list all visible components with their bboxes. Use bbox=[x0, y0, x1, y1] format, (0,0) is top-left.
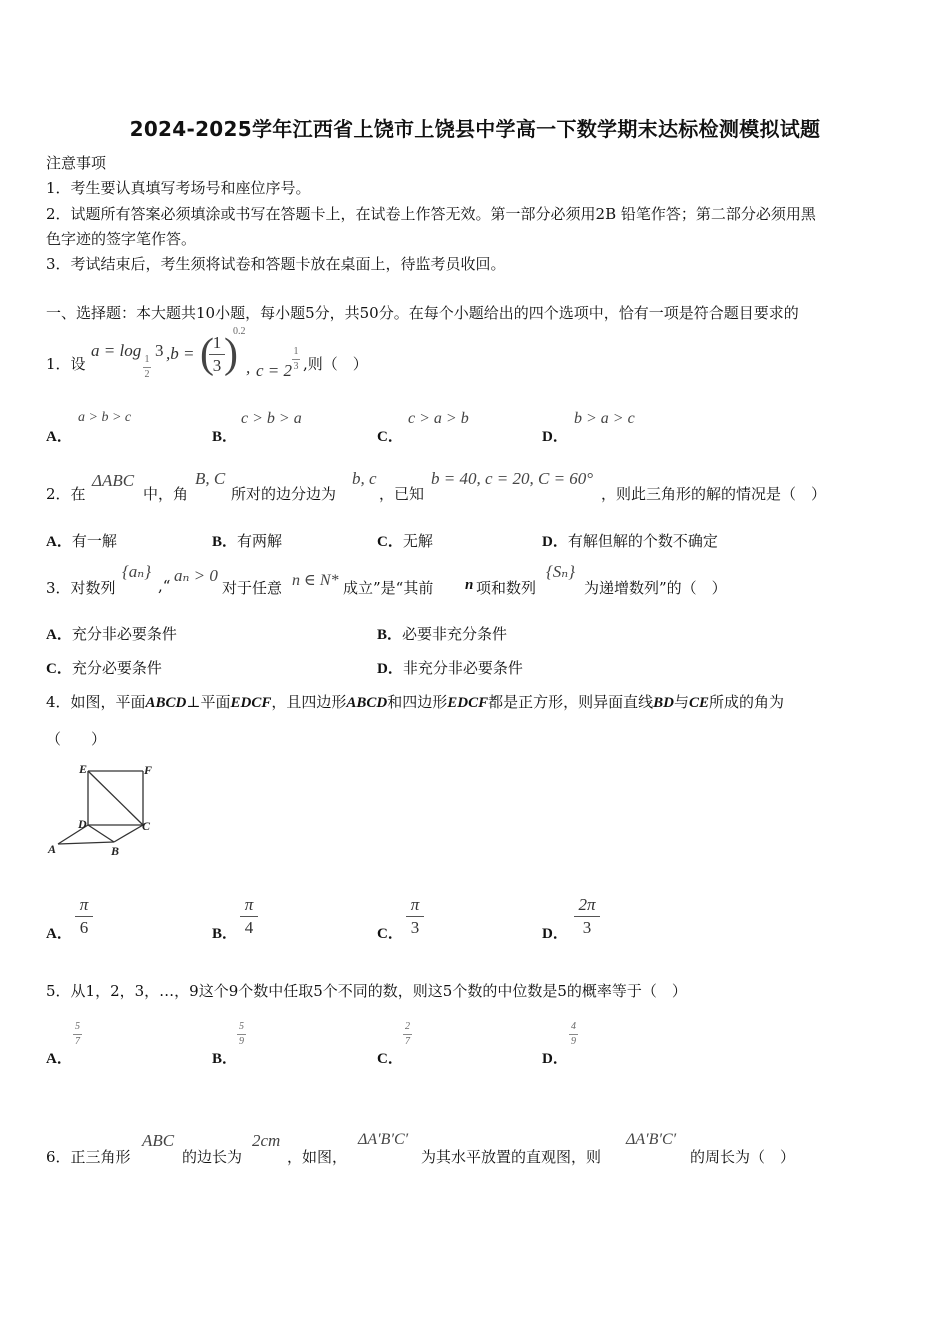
q5-option-b-fraction bbox=[237, 1022, 246, 1047]
numerator: 5 bbox=[75, 1021, 80, 1032]
q1-b-exponent: 0.2 bbox=[233, 326, 246, 337]
denominator: 9 bbox=[571, 1036, 576, 1047]
denominator: 6 bbox=[79, 918, 89, 937]
notice-item: 色字迹的签字笔作答。 bbox=[46, 230, 197, 248]
q6-number: 6．正三角形 bbox=[46, 1148, 131, 1166]
q4-option-a-fraction bbox=[75, 895, 93, 938]
numerator: 2π bbox=[578, 895, 596, 914]
q4-option-a-label[interactable]: A． bbox=[46, 926, 72, 942]
q5-option-c-fraction bbox=[403, 1022, 412, 1047]
option-value: 有一解 bbox=[71, 532, 117, 550]
q4-figure bbox=[44, 758, 174, 862]
option-label: C． bbox=[46, 661, 72, 677]
q3-option-c[interactable] bbox=[46, 657, 162, 678]
q1-paren-open: ( bbox=[200, 331, 214, 377]
option-value: 非充分非必要条件 bbox=[402, 659, 523, 677]
q3-number: 3．对数列 bbox=[46, 579, 116, 597]
q6-length: 2cm bbox=[252, 1131, 281, 1150]
q2-condition: b = 40, c = 20, C = 60° bbox=[431, 469, 594, 488]
q1-option-c-label[interactable]: C． bbox=[377, 429, 403, 445]
q4-quad-abcd: ABCD bbox=[346, 695, 388, 711]
fraction-bar bbox=[292, 359, 300, 360]
q1-c-comma: , bbox=[246, 358, 251, 377]
q4-answer-paren: （ ） bbox=[46, 730, 107, 748]
q4-stem bbox=[46, 691, 784, 712]
denominator: 3 bbox=[582, 918, 592, 937]
section-heading: 一、选择题：本大题共10小题，每小题5分，共50分。在每个小题给出的四个选项中，恰有一项是符合题目要求的 bbox=[46, 304, 799, 322]
fraction-bar bbox=[237, 1034, 246, 1035]
q1-b-den: 3 bbox=[212, 356, 222, 375]
q1-b-num: 1 bbox=[212, 333, 222, 352]
q6-text-1: 的边长为 bbox=[182, 1148, 243, 1166]
q5-option-a-label[interactable]: A． bbox=[46, 1051, 72, 1067]
fraction-bar bbox=[569, 1034, 578, 1035]
q1-a-arg: 3 bbox=[155, 341, 164, 360]
q4-option-c-label[interactable]: C． bbox=[377, 926, 403, 942]
q6-triangle-abc: ABC bbox=[142, 1131, 175, 1150]
q2-option-a[interactable] bbox=[46, 530, 117, 551]
figure-label-f: F bbox=[144, 763, 153, 777]
fraction-bar bbox=[73, 1034, 82, 1035]
q1-c-exponent bbox=[292, 347, 300, 372]
notice-item: 3．考试结束后，考生须将试卷和答题卡放在桌面上，待监考员收回。 bbox=[46, 255, 506, 273]
q4-quad-edcf: EDCF bbox=[447, 695, 489, 711]
option-label: B． bbox=[212, 534, 238, 550]
q2-option-d[interactable] bbox=[542, 530, 718, 551]
q2-text-1: 中，角 bbox=[143, 485, 189, 503]
q3-text-1: ,“ bbox=[158, 577, 171, 595]
option-value: 有解但解的个数不确定 bbox=[567, 532, 718, 550]
q1-option-d-label[interactable]: D． bbox=[542, 429, 568, 445]
option-label: A． bbox=[46, 627, 72, 643]
q4-text-2: 和四边形 bbox=[387, 693, 448, 711]
q1-b-expr: ,b = bbox=[166, 344, 195, 363]
q3-text-2: 对于任意 bbox=[222, 579, 283, 597]
q6-triangle-prime-2: ΔA′B′C′ bbox=[626, 1131, 677, 1148]
q4-line-bd: BD bbox=[653, 695, 674, 711]
q4-plane-edcf: EDCF bbox=[230, 695, 272, 711]
notice-item: 2．试题所有答案必须填涂或书写在答题卡上，在试卷上作答无效。第一部分必须用2B 铅笔作答；第二部分必须用黑 bbox=[46, 205, 816, 223]
figure-label-b: B bbox=[111, 844, 120, 858]
numerator: 5 bbox=[239, 1021, 244, 1032]
q4-number: 4．如图，平面 bbox=[46, 693, 146, 711]
q4-option-b-label[interactable]: B． bbox=[212, 926, 238, 942]
q3-option-b[interactable] bbox=[377, 623, 507, 644]
edge-ab bbox=[58, 842, 114, 844]
q2-text-2: 所对的边分边为 bbox=[231, 485, 337, 503]
q4-option-d-label[interactable]: D． bbox=[542, 926, 568, 942]
fraction-bar bbox=[143, 367, 151, 368]
fraction-bar bbox=[209, 354, 225, 355]
fraction-bar bbox=[240, 916, 258, 917]
q1-option-b-value: c > b > a bbox=[241, 410, 302, 427]
q2-option-b[interactable] bbox=[212, 530, 282, 551]
q6-text-4: 的周长为（ ） bbox=[690, 1148, 796, 1166]
numerator: 2 bbox=[405, 1021, 410, 1032]
numerator: π bbox=[79, 895, 89, 914]
q2-triangle: ΔABC bbox=[92, 471, 135, 490]
q1-c-expr: c = 2 bbox=[256, 361, 293, 380]
q4-line-ce: CE bbox=[689, 695, 710, 711]
q3-sequence: {aₙ} bbox=[122, 562, 151, 581]
q4-option-d-fraction bbox=[574, 895, 600, 938]
q3-sum-sequence: {Sₙ} bbox=[546, 562, 575, 581]
q5-option-c-label[interactable]: C． bbox=[377, 1051, 403, 1067]
figure-label-a: A bbox=[48, 842, 57, 856]
edge-bc bbox=[114, 825, 143, 842]
q5-option-d-label[interactable]: D． bbox=[542, 1051, 568, 1067]
line-bd bbox=[88, 825, 114, 842]
denominator: 4 bbox=[244, 918, 254, 937]
q3-text-3: 成立”是“其前 bbox=[343, 579, 434, 597]
option-value: 充分必要条件 bbox=[71, 659, 162, 677]
option-label: D． bbox=[377, 661, 403, 677]
figure-label-d: D bbox=[78, 817, 87, 831]
option-label: C． bbox=[377, 534, 403, 550]
fraction-bar bbox=[75, 916, 93, 917]
q4-option-b-fraction bbox=[240, 895, 258, 938]
q1-a-base bbox=[143, 355, 151, 380]
q1-number: 1．设 bbox=[46, 355, 86, 373]
denominator: 9 bbox=[239, 1036, 244, 1047]
q4-text-4: 与 bbox=[673, 693, 689, 711]
notice-heading: 注意事项 bbox=[46, 154, 107, 172]
q2-angles: B, C bbox=[195, 469, 226, 488]
fraction-bar bbox=[574, 916, 600, 917]
q4-plane-abcd: ABCD bbox=[145, 695, 187, 711]
q4-text-3: 都是正方形，则异面直线 bbox=[488, 693, 654, 711]
q2-number: 2．在 bbox=[46, 485, 86, 503]
q2-sides: b, c bbox=[352, 469, 377, 488]
q6-text-3: 为其水平放置的直观图，则 bbox=[421, 1148, 602, 1166]
q1-a-expr: a = log bbox=[91, 341, 142, 360]
figure-label-e: E bbox=[79, 762, 88, 776]
q5-option-d-fraction bbox=[569, 1022, 578, 1047]
denominator: 7 bbox=[75, 1036, 80, 1047]
q5-option-b-label[interactable]: B． bbox=[212, 1051, 238, 1067]
q3-n-set: n ∈ N* bbox=[292, 572, 339, 589]
q1-paren-close: ) bbox=[224, 331, 238, 377]
q4-text-1: ，且四边形 bbox=[271, 693, 347, 711]
q1-option-a-label[interactable]: A． bbox=[46, 429, 72, 445]
fraction-bar bbox=[406, 916, 424, 917]
q5-stem: 5．从1，2，3，…，9这个9个数中任取5个不同的数，则这5个数的中位数是5的概率等于（ ） bbox=[46, 982, 687, 1000]
option-value: 无解 bbox=[402, 532, 433, 550]
q1-option-d-value: b > a > c bbox=[574, 410, 635, 427]
q1-tail: ,则（ ） bbox=[303, 355, 368, 373]
line-ce bbox=[88, 771, 143, 825]
q1-option-a-value: a > b > c bbox=[78, 410, 132, 425]
option-value: 有两解 bbox=[237, 532, 283, 550]
option-label: A． bbox=[46, 534, 72, 550]
q1-option-c-value: c > a > b bbox=[408, 410, 469, 427]
figure-label-c: C bbox=[142, 819, 151, 833]
q1-c-exp-den: 3 bbox=[293, 361, 299, 372]
option-value: 充分非必要条件 bbox=[71, 625, 177, 643]
notice-item: 1．考生要认真填写考场号和座位序号。 bbox=[46, 179, 311, 197]
q1-a-base-num: 1 bbox=[144, 354, 150, 365]
q1-c-exp-num: 1 bbox=[293, 346, 299, 357]
q4-text-perp: ⊥平面 bbox=[186, 693, 231, 711]
q6-triangle-prime-1: ΔA′B′C′ bbox=[358, 1131, 409, 1148]
q3-n: n bbox=[465, 577, 474, 593]
q4-option-c-fraction bbox=[406, 895, 424, 938]
q1-b-fraction bbox=[209, 333, 225, 376]
page-title: 2024-2025学年江西省上饶市上饶县中学高一下数学期末达标检测模拟试题 bbox=[129, 117, 821, 141]
q1-option-b-label[interactable]: B． bbox=[212, 429, 238, 445]
q2-option-c[interactable] bbox=[377, 530, 433, 551]
q3-text-5: 为递增数列”的（ ） bbox=[584, 579, 727, 597]
fraction-bar bbox=[403, 1034, 412, 1035]
option-label: D． bbox=[542, 534, 568, 550]
q1-a-base-den: 2 bbox=[144, 369, 150, 380]
q5-option-a-fraction bbox=[73, 1022, 82, 1047]
q3-option-a[interactable] bbox=[46, 623, 177, 644]
q2-text-3: ，已知 bbox=[379, 485, 425, 503]
numerator: 4 bbox=[571, 1021, 576, 1032]
numerator: π bbox=[244, 895, 254, 914]
q4-text-5: 所成的角为 bbox=[709, 693, 785, 711]
q3-condition: aₙ > 0 bbox=[174, 566, 218, 585]
q6-text-2: ，如图， bbox=[287, 1148, 348, 1166]
q2-text-4: ，则此三角形的解的情况是（ ） bbox=[601, 485, 827, 503]
q3-text-4: 项和数列 bbox=[476, 579, 537, 597]
numerator: π bbox=[410, 895, 420, 914]
denominator: 7 bbox=[405, 1036, 410, 1047]
q3-option-d[interactable] bbox=[377, 657, 523, 678]
option-label: B． bbox=[377, 627, 403, 643]
option-value: 必要非充分条件 bbox=[402, 625, 508, 643]
denominator: 3 bbox=[410, 918, 420, 937]
